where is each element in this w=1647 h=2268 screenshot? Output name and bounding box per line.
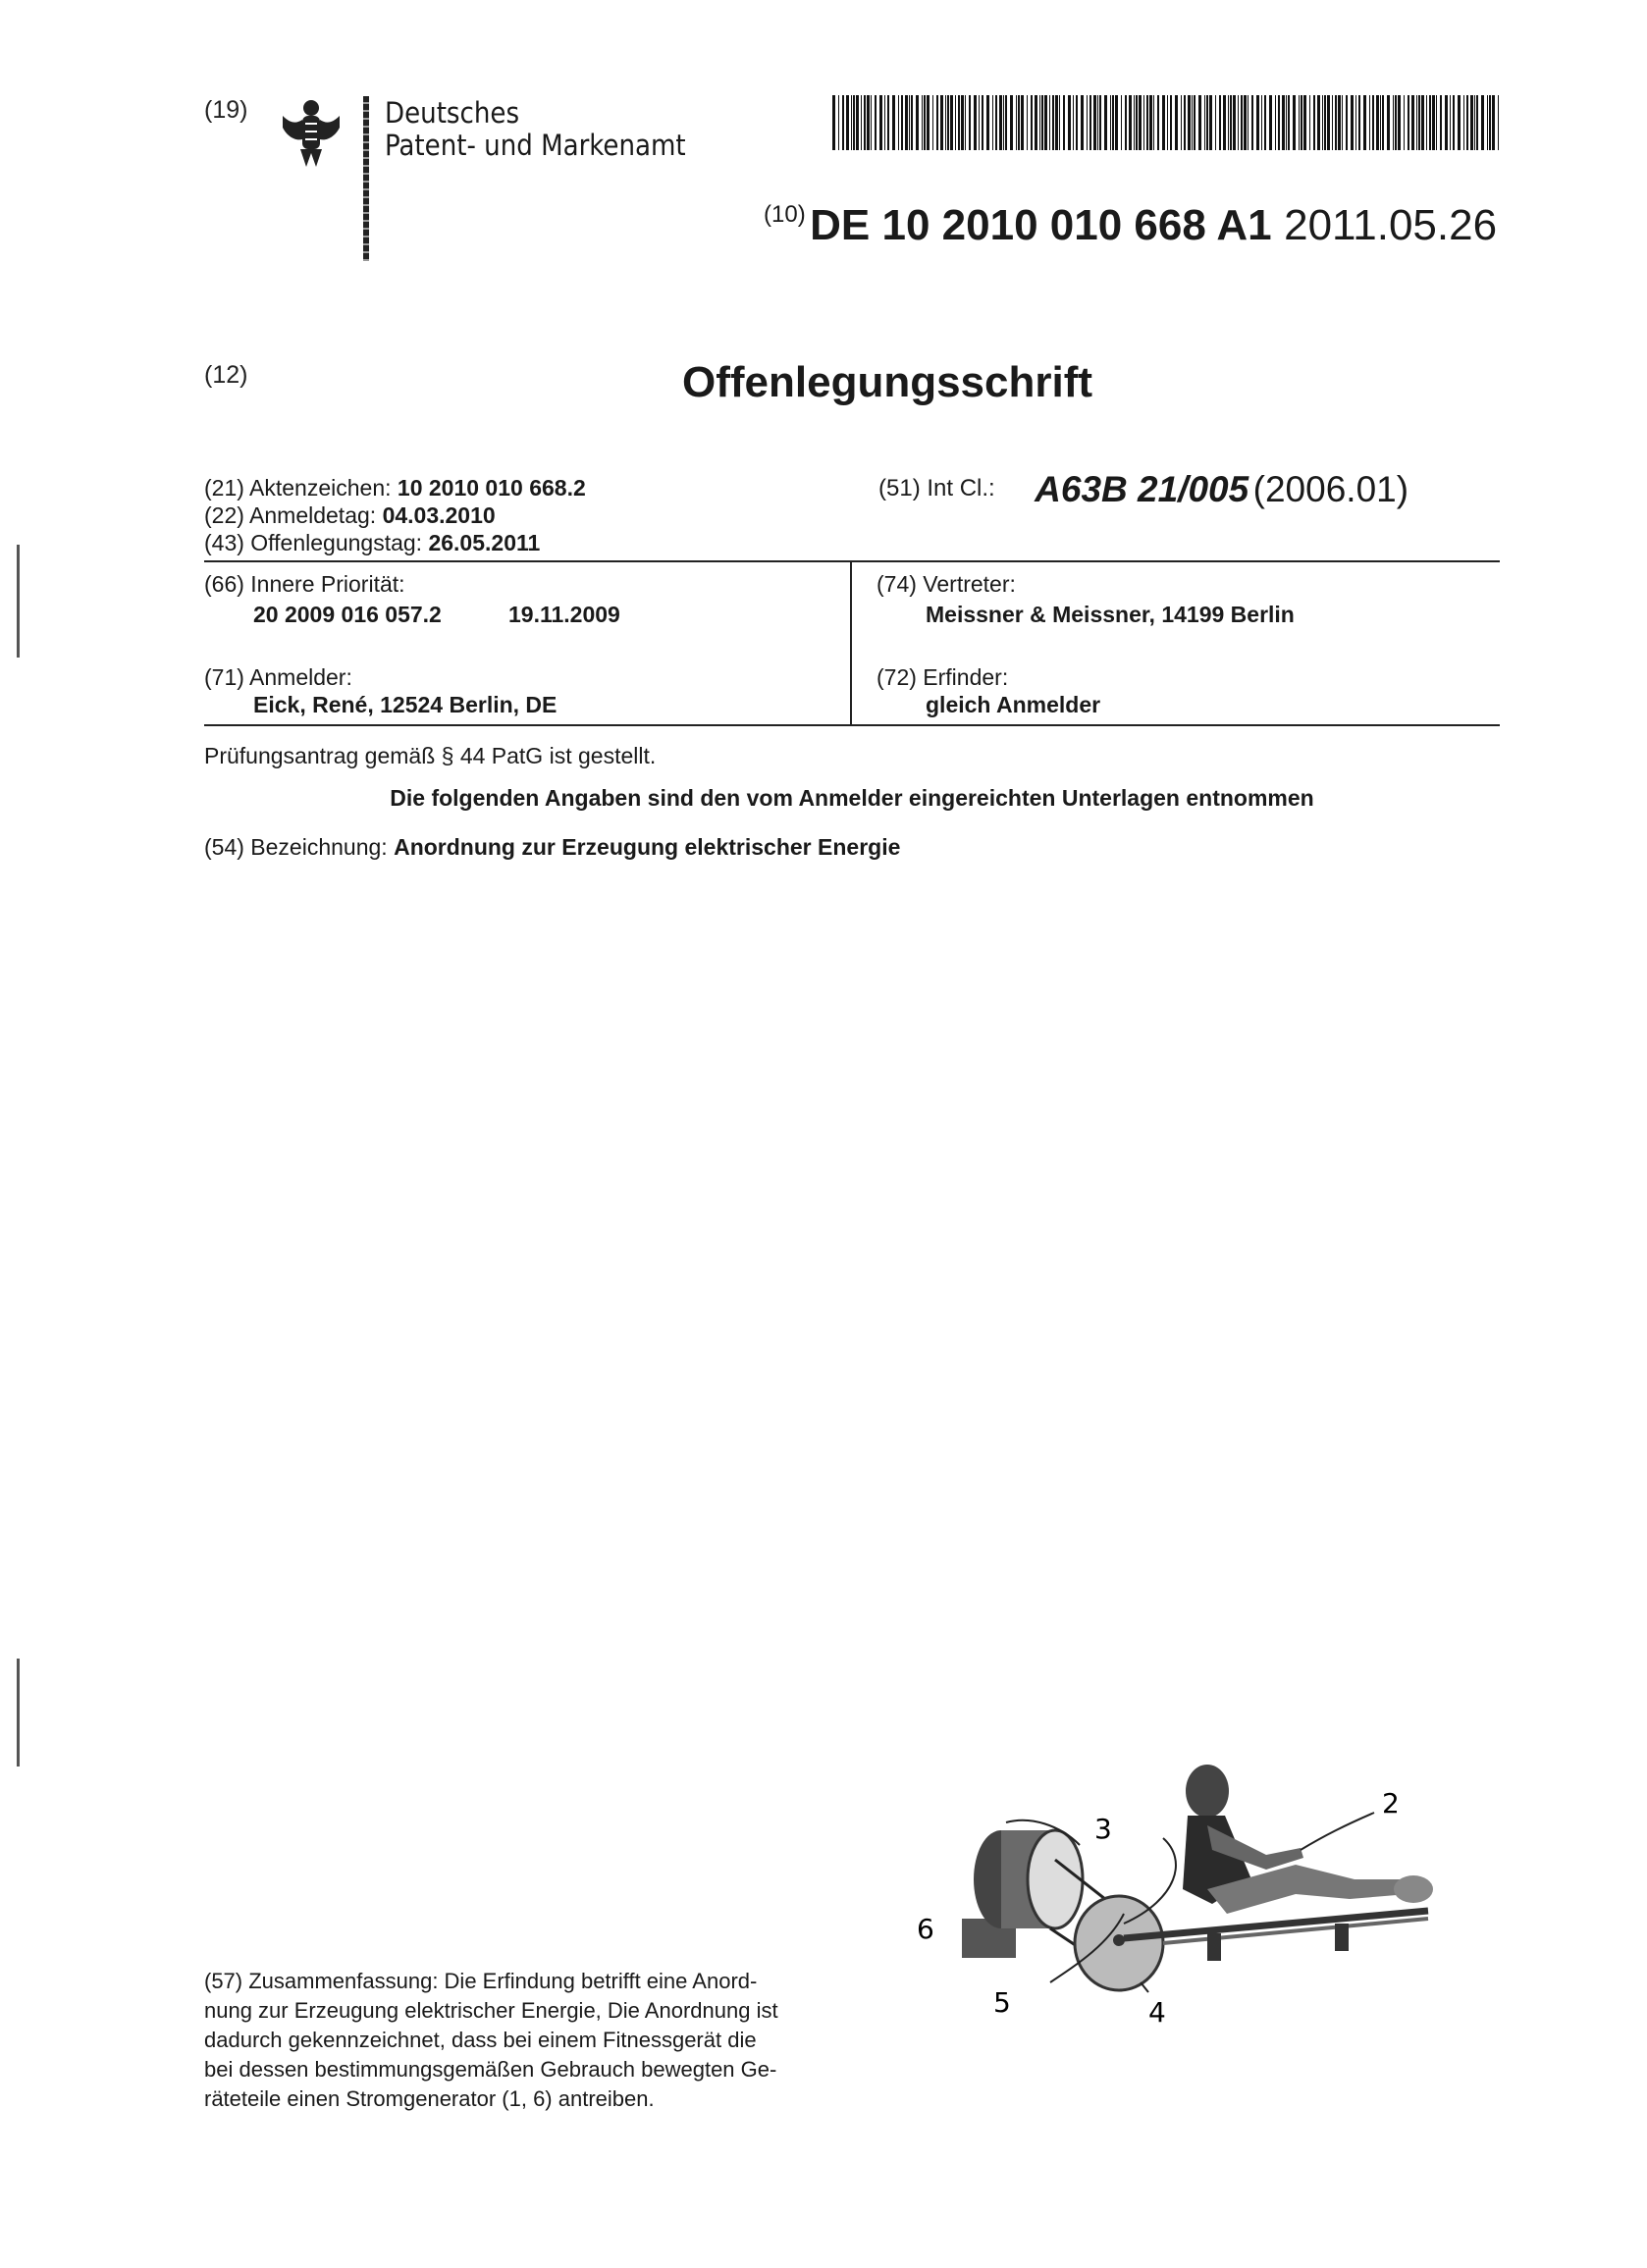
barcode-bar <box>922 95 923 150</box>
barcode-bar <box>1139 95 1142 150</box>
barcode-bar <box>1134 95 1135 150</box>
figure-rowing-machine-generator <box>913 1732 1502 2085</box>
barcode-bar <box>892 95 895 150</box>
barcode-bar <box>1256 95 1259 150</box>
barcode-bar <box>1204 95 1205 150</box>
barcode-bar <box>940 95 943 150</box>
barcode-bar <box>1073 95 1074 150</box>
barcode-bar <box>1188 95 1191 150</box>
barcode-bar <box>838 95 839 150</box>
barcode-bar <box>1395 95 1397 150</box>
figure-label-6: 6 <box>917 1913 934 1945</box>
barcode-bar <box>1209 95 1212 150</box>
publication-line <box>764 201 1497 250</box>
barcode-bar <box>955 95 956 150</box>
barcode-bar <box>1327 95 1330 150</box>
barcode-bar <box>945 95 946 150</box>
barcode-bar <box>1382 95 1384 150</box>
barcode-bar <box>1125 95 1127 150</box>
barcode-bar <box>1474 95 1475 150</box>
barcode-bar <box>932 95 933 150</box>
barcode-bar <box>1039 95 1040 150</box>
barcode-bar <box>1335 95 1337 150</box>
barcode-bar <box>1063 95 1065 150</box>
barcode-bar <box>1387 95 1390 150</box>
barcode-bar <box>1432 95 1435 150</box>
barcode-bar <box>950 95 953 150</box>
abstract-line: (57) Zusammenfassung: Die Erfindung betrifft eine Anord- <box>204 1969 758 1993</box>
barcode-bar <box>871 95 872 150</box>
barcode-bar <box>974 95 977 150</box>
barcode-bar <box>1487 95 1488 150</box>
barcode-bar <box>1286 95 1287 150</box>
barcode-bar <box>936 95 938 150</box>
examination-note: Prüfungsantrag gemäß § 44 PatG ist gestellt. <box>204 743 657 768</box>
publication-date-row <box>204 530 540 556</box>
barcode-bar <box>1458 95 1461 150</box>
barcode-bar <box>1450 95 1451 150</box>
barcode-bar <box>1162 95 1165 150</box>
barcode-bar <box>1192 95 1193 150</box>
barcode-bar <box>1404 95 1405 150</box>
barcode-bar <box>1223 95 1226 150</box>
barcode-bar <box>995 95 997 150</box>
barcode-bar <box>916 95 919 150</box>
barcode-bar <box>1031 95 1033 150</box>
barcode-bar <box>1143 95 1144 150</box>
barcode-bar <box>1055 95 1058 150</box>
publication-date: 2011.05.26 <box>1284 201 1498 249</box>
application-number-label: (21) Aktenzeichen: <box>204 475 392 501</box>
barcode-bar <box>969 95 971 150</box>
barcode-bar <box>1136 95 1138 150</box>
barcode-bar <box>1003 95 1004 150</box>
barcode-bar <box>1215 95 1216 150</box>
barcode-bar <box>1157 95 1159 150</box>
barcode-bar <box>1052 95 1054 150</box>
barcode-bar <box>853 95 855 150</box>
barcode-bar <box>1175 95 1178 150</box>
barcode-bar <box>1489 95 1491 150</box>
barcode-bar <box>1170 95 1172 150</box>
barcode-bar <box>1398 95 1401 150</box>
barcode-bar <box>1184 95 1186 150</box>
barcode-bar <box>1436 95 1437 150</box>
abstract-line: räteteile einen Stromgenerator (1, 6) antreiben. <box>204 2086 655 2111</box>
barcode-bar <box>1282 95 1285 150</box>
abstract-line: nung zur Erzeugung elektrischer Energie, Die Anordnung ist <box>204 1998 778 2023</box>
scan-mark <box>17 1659 20 1767</box>
priority-date: 19.11.2009 <box>508 602 620 627</box>
barcode-bar <box>1121 95 1122 150</box>
barcode-bar <box>1332 95 1333 150</box>
filing-date: 04.03.2010 <box>382 502 496 528</box>
barcode-bar <box>1097 95 1098 150</box>
barcode-bar <box>1346 95 1348 150</box>
barcode-bar <box>1244 95 1247 150</box>
priority-number: 20 2009 016 057.2 <box>253 602 442 627</box>
publication-number: DE 10 2010 010 668 A1 <box>810 201 1272 249</box>
barcode-bar <box>1241 95 1243 150</box>
barcode-bar <box>1372 95 1374 150</box>
barcode-bar <box>1351 95 1354 150</box>
barcode-bar <box>1429 95 1431 150</box>
barcode-bar <box>982 95 983 150</box>
barcode-bar <box>1322 95 1323 150</box>
barcode-bar <box>1112 95 1114 150</box>
barcode-bar <box>875 95 877 150</box>
laid-open-date: 26.05.2011 <box>428 530 541 555</box>
publication-date-label: (43) Offenlegungstag: <box>204 530 423 555</box>
barcode-bar <box>1153 95 1154 150</box>
barcode-bar <box>927 95 930 150</box>
barcode-bar <box>1380 95 1381 150</box>
barcode-bar <box>898 95 899 150</box>
filing-date-label: (22) Anmeldetag: <box>204 502 377 528</box>
designation-title: Anordnung zur Erzeugung elektrischer Energie <box>394 834 901 860</box>
inid-code-19: (19) <box>204 96 248 124</box>
barcode-bar <box>1233 95 1236 150</box>
barcode-bar <box>1358 95 1360 150</box>
barcode-bar <box>1081 95 1084 150</box>
barcode-bar <box>1299 95 1300 150</box>
barcode-bar <box>1293 95 1296 150</box>
representative-label: (74) Vertreter: <box>877 571 1016 597</box>
barcode-bar <box>887 95 889 150</box>
barcode-bar <box>1089 95 1091 150</box>
ipc-label: (51) Int Cl.: <box>878 475 995 501</box>
barcode-bar <box>1363 95 1366 150</box>
barcode-bar <box>924 95 926 150</box>
representative: Meissner & Meissner, 14199 Berlin <box>926 602 1295 627</box>
ipc-class: A63B 21/005 <box>1035 469 1249 509</box>
barcode-bar <box>947 95 949 150</box>
barcode-bar <box>911 95 913 150</box>
barcode-bar <box>1445 95 1448 150</box>
barcode-bar <box>1416 95 1417 150</box>
designation-row <box>204 834 900 861</box>
table-bottom-rule <box>204 724 1500 726</box>
barcode-bar <box>1453 95 1455 150</box>
barcode-bar <box>1463 95 1464 150</box>
applicant: Eick, René, 12524 Berlin, DE <box>253 692 558 717</box>
barcode-bar <box>1049 95 1050 150</box>
figure-label-2: 2 <box>1382 1787 1400 1820</box>
barcode-bar <box>1313 95 1315 150</box>
barcode-bar <box>1288 95 1290 150</box>
barcode-bar <box>1369 95 1370 150</box>
barcode-bar <box>1481 95 1484 150</box>
barcode-bar <box>986 95 989 150</box>
barcode-bar <box>992 95 993 150</box>
inid-code-12: (12) <box>204 361 248 389</box>
figure-label-3: 3 <box>1094 1813 1112 1845</box>
barcode-bar <box>1476 95 1478 150</box>
scan-mark <box>17 545 20 658</box>
barcode-bar <box>999 95 1002 150</box>
figure-label-4: 4 <box>1148 1996 1166 2029</box>
table-column-rule <box>850 561 852 725</box>
inventor: gleich Anmelder <box>926 692 1101 717</box>
barcode-bar <box>846 95 849 150</box>
barcode-bar <box>851 95 852 150</box>
barcode-bar <box>1044 95 1047 150</box>
barcode-bar <box>867 95 870 150</box>
barcode-bar <box>979 95 980 150</box>
figure-label-5: 5 <box>993 1986 1011 2019</box>
table-top-rule <box>204 560 1500 562</box>
rower-feet <box>1394 1875 1433 1903</box>
barcode-bar <box>879 95 882 150</box>
barcode-bar <box>961 95 964 150</box>
barcode-bar <box>1115 95 1118 150</box>
priority-label: (66) Innere Priorität: <box>204 571 405 597</box>
barcode-bar <box>1198 95 1201 150</box>
barcode-bar <box>1167 95 1168 150</box>
barcode-bar <box>1492 95 1495 150</box>
barcode-bar <box>958 95 960 150</box>
barcode-bar <box>1018 95 1020 150</box>
inventor-label: (72) Erfinder: <box>877 664 1009 690</box>
barcode-bar <box>1059 95 1060 150</box>
barcode-bar <box>1068 95 1071 150</box>
barcode-bar <box>1301 95 1302 150</box>
barcode-bar <box>1035 95 1037 150</box>
barcode-bar <box>1248 95 1249 150</box>
inid-code-10: (10) <box>764 201 806 228</box>
applicant-label: (71) Anmelder: <box>204 664 352 690</box>
barcode-bar <box>1324 95 1326 150</box>
office-divider <box>363 96 369 261</box>
barcode-bar <box>884 95 885 150</box>
barcode-bar <box>864 95 866 150</box>
office-name-line2: Patent- und Markenamt <box>385 129 686 162</box>
barcode-bar <box>1278 95 1280 150</box>
barcode-bar <box>1275 95 1276 150</box>
barcode-bar <box>1181 95 1182 150</box>
barcode-bar <box>1355 95 1356 150</box>
ipc-row <box>878 469 1408 510</box>
barcode-bar <box>1426 95 1427 150</box>
barcode-bar <box>1411 95 1414 150</box>
barcode-bar <box>1104 95 1107 150</box>
barcode-bar <box>1230 95 1232 150</box>
barcode-bar <box>1146 95 1148 150</box>
ipc-version: (2006.01) <box>1252 469 1409 509</box>
abstract-line: bei dessen bestimmungsgemäßen Gebrauch bewegten Ge- <box>204 2057 777 2082</box>
barcode-bar <box>1261 95 1262 150</box>
barcode-bar <box>1466 95 1468 150</box>
barcode-bar <box>1027 95 1028 150</box>
barcode-bar <box>1269 95 1272 150</box>
barcode-bar <box>1342 95 1343 150</box>
barcode-bar <box>1238 95 1239 150</box>
barcode-bar <box>1087 95 1088 150</box>
application-number-row <box>204 475 586 501</box>
document-type: Offenlegungsschrift <box>682 358 1093 406</box>
application-number: 10 2010 010 668.2 <box>397 475 586 501</box>
barcode-bar <box>1228 95 1229 150</box>
barcode-bar <box>1110 95 1111 150</box>
barcode-bar <box>1194 95 1195 150</box>
barcode <box>832 95 1505 150</box>
barcode-bar <box>1149 95 1152 150</box>
barcode-bar <box>1005 95 1007 150</box>
barcode-bar <box>842 95 844 150</box>
barcode-bar <box>1076 95 1078 150</box>
barcode-bar <box>1129 95 1132 150</box>
barcode-bar <box>1251 95 1253 150</box>
barcode-bar <box>1408 95 1409 150</box>
abstract <box>204 1967 778 2114</box>
barcode-bar <box>856 95 859 150</box>
office-name-line1: Deutsches <box>385 96 520 130</box>
barcode-bar <box>965 95 966 150</box>
barcode-bar <box>1010 95 1013 150</box>
rower-head <box>1186 1765 1229 1818</box>
barcode-bar <box>1440 95 1442 150</box>
barcode-bar <box>1317 95 1320 150</box>
filing-date-row <box>204 502 496 529</box>
barcode-bar <box>1093 95 1096 150</box>
barcode-bar <box>1376 95 1379 150</box>
designation-label: (54) Bezeichnung: <box>204 834 388 860</box>
barcode-bar <box>1418 95 1420 150</box>
source-note: Die folgenden Angaben sind den vom Anmelder eingereichten Unterlagen entnommen <box>390 785 1314 811</box>
barcode-bar <box>1303 95 1306 150</box>
generator-drum-face <box>1028 1830 1083 1928</box>
barcode-bar <box>1041 95 1043 150</box>
barcode-bar <box>1470 95 1473 150</box>
barcode-bar <box>861 95 862 150</box>
barcode-bar <box>1338 95 1341 150</box>
abstract-line: dadurch gekennzeichnet, dass bei einem Fitnessgerät die <box>204 2028 757 2052</box>
barcode-bar <box>1099 95 1101 150</box>
barcode-bar <box>901 95 903 150</box>
barcode-bar <box>832 95 835 150</box>
barcode-bar <box>1498 95 1499 150</box>
barcode-bar <box>909 95 910 150</box>
barcode-bar <box>1219 95 1221 150</box>
barcode-bar <box>1421 95 1424 150</box>
barcode-bar <box>1206 95 1208 150</box>
barcode-bar <box>1393 95 1394 150</box>
figure-drawing <box>913 1732 1502 2085</box>
barcode-bar <box>1309 95 1310 150</box>
eagle-logo <box>277 94 345 173</box>
barcode-bar <box>1021 95 1024 150</box>
barcode-bar <box>1016 95 1017 150</box>
barcode-bar <box>905 95 908 150</box>
barcode-bar <box>1264 95 1266 150</box>
